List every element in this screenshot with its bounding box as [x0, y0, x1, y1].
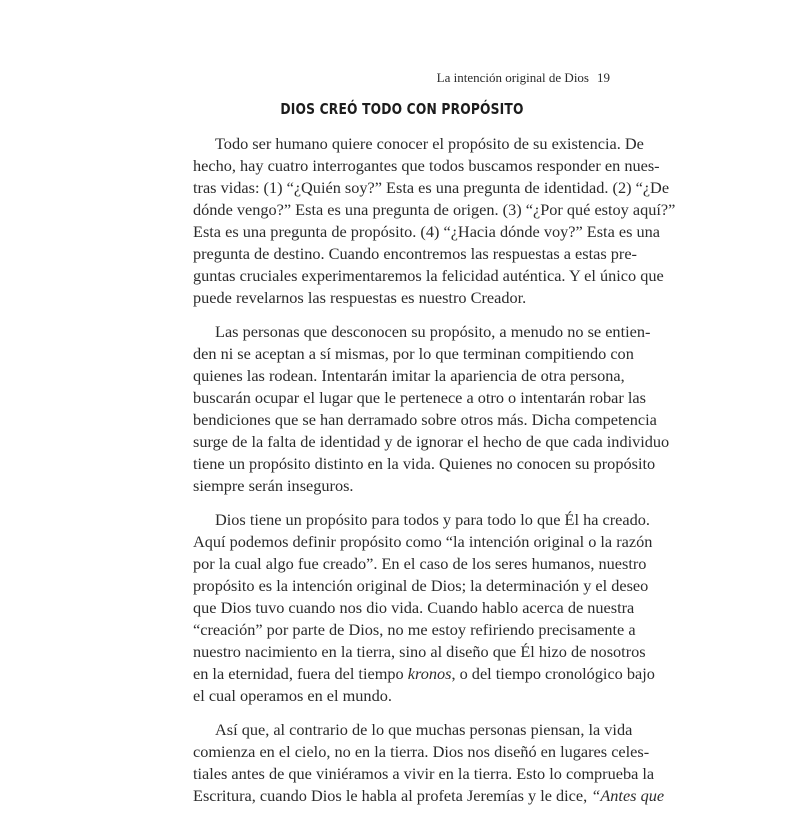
- text-line: buscarán ocupar el lugar que le pertenece a otro o intentarán robar las: [193, 388, 646, 407]
- text-line: den ni se aceptan a sí mismas, por lo que terminan compitiendo con: [193, 344, 634, 363]
- chapter-title: La intención original de Dios: [436, 70, 589, 85]
- text-line: dónde vengo?” Esta es una pregunta de origen. (3) “¿Por qué estoy aquí?”: [193, 200, 676, 219]
- page-number: 19: [597, 70, 610, 85]
- text-line: el cual operamos en el mundo.: [193, 686, 392, 705]
- text-line: guntas cruciales experimentaremos la felicidad auténtica. Y el único que: [193, 266, 664, 285]
- text-line: “creación” por parte de Dios, no me estoy refiriendo precisamente a: [193, 620, 636, 639]
- text-line: en la eternidad, fuera del tiempo kronos, o del tiempo cronológico bajo: [193, 664, 655, 683]
- text-line: por la cual algo fue creado”. En el caso de los seres humanos, nuestro: [193, 554, 647, 573]
- text-line: Todo ser humano quiere conocer el propósito de su existencia. De: [215, 134, 644, 153]
- text-line: tiene un propósito distinto en la vida. Quienes no conocen su propósito: [193, 454, 656, 473]
- text-line: comienza en el cielo, no en la tierra. Dios nos diseñó en lugares celes-: [193, 742, 650, 761]
- text-line: Dios tiene un propósito para todos y para todo lo que Él ha creado.: [215, 510, 650, 529]
- text-line: quienes las rodean. Intentarán imitar la apariencia de otra persona,: [193, 366, 625, 385]
- text-line: Las personas que desconocen su propósito, a menudo no se entien-: [215, 322, 651, 341]
- text-line: bendiciones que se han derramado sobre otros más. Dicha competencia: [193, 410, 657, 429]
- text-line: hecho, hay cuatro interrogantes que todos buscamos responder en nues-: [193, 156, 660, 175]
- section-title: DIOS CREÓ TODO CON PROPÓSITO: [280, 100, 524, 118]
- text-line: Aquí podemos definir propósito como “la intención original o la razón: [193, 532, 653, 551]
- text-line: tiales antes de que viniéramos a vivir en la tierra. Esto lo comprueba la: [193, 764, 655, 783]
- text-line: puede revelarnos las respuestas es nuestro Creador.: [193, 288, 527, 307]
- text-line: surge de la falta de identidad y de ignorar el hecho de que cada individuo: [193, 432, 670, 451]
- italic-text: “Antes que: [591, 786, 665, 805]
- paragraph: [193, 509, 655, 707]
- paragraph: [193, 719, 665, 807]
- paragraph: [193, 321, 670, 497]
- running-head: [437, 70, 610, 86]
- text-line: siempre serán inseguros.: [193, 476, 354, 495]
- text-line: nuestro nacimiento en la tierra, sino al diseño que Él hizo de nosotros: [193, 642, 646, 661]
- text-line: propósito es la intención original de Dios; la determinación y el deseo: [193, 576, 649, 595]
- text-line: Esta es una pregunta de propósito. (4) “¿Hacia dónde voy?” Esta es una: [193, 222, 661, 241]
- text-line: Así que, al contrario de lo que muchas personas piensan, la vida: [215, 720, 633, 739]
- text-line: pregunta de destino. Cuando encontremos las respuestas a estas pre-: [193, 244, 637, 263]
- text-line: Escritura, cuando Dios le habla al profeta Jeremías y le dice, “Antes que: [193, 786, 665, 805]
- text-line: que Dios tuvo cuando nos dio vida. Cuando hablo acerca de nuestra: [193, 598, 635, 617]
- text-line: tras vidas: (1) “¿Quién soy?” Esta es una pregunta de identidad. (2) “¿De: [193, 178, 670, 197]
- body-text: [193, 133, 676, 819]
- italic-text: kronos: [407, 664, 452, 683]
- paragraph: [193, 133, 676, 309]
